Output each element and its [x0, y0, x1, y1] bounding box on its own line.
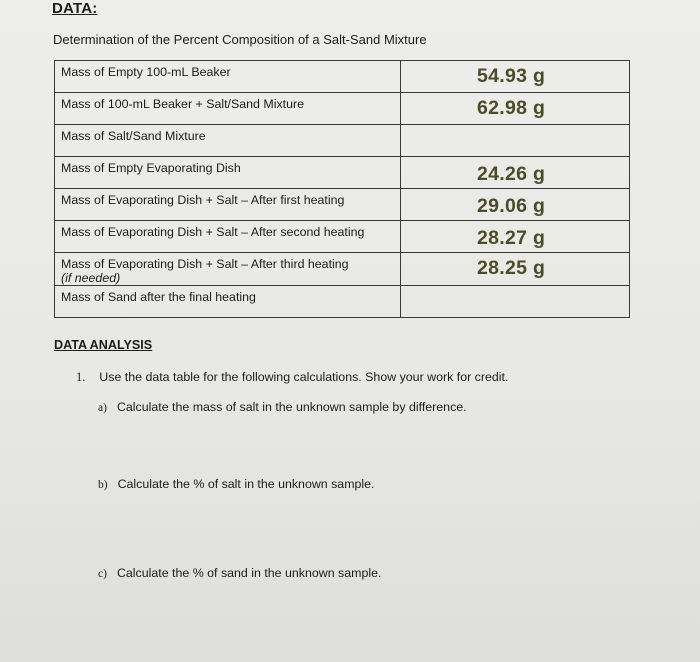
row-value-cell	[401, 125, 630, 157]
question-1	[76, 370, 508, 385]
table-row	[55, 221, 630, 253]
row-value-cell	[401, 286, 630, 318]
row-value-cell	[401, 61, 630, 93]
table-row	[55, 93, 630, 125]
question-part-b	[98, 477, 375, 491]
row-value-cell	[401, 253, 630, 286]
table-row	[55, 253, 630, 286]
table-row	[55, 189, 630, 221]
table-row	[55, 286, 630, 318]
table-title: Determination of the Percent Composition of a Salt-Sand Mixture	[53, 32, 427, 47]
row-label	[55, 253, 401, 286]
row-value: 54.93 g	[477, 65, 546, 87]
row-value-cell	[401, 157, 630, 189]
row-value: 24.26 g	[477, 163, 546, 185]
analysis-heading: DATA ANALYSIS	[54, 338, 153, 352]
data-heading: DATA:	[52, 0, 98, 17]
row-label-text: Mass of Evaporating Dish + Salt – After third heating	[61, 257, 349, 271]
row-value: 62.98 g	[477, 97, 546, 119]
question-number: 1.	[76, 370, 86, 384]
data-table	[54, 60, 630, 318]
row-value-cell	[401, 93, 630, 125]
row-label: Mass of Sand after the final heating	[55, 286, 401, 318]
row-label: Mass of Evaporating Dish + Salt – After first heating	[55, 189, 401, 221]
row-label: Mass of Empty Evaporating Dish	[55, 157, 401, 189]
row-label: Mass of 100-mL Beaker + Salt/Sand Mixture	[55, 93, 401, 125]
row-label: Mass of Salt/Sand Mixture	[55, 125, 401, 157]
part-letter: c)	[98, 568, 107, 580]
question-part-c	[98, 566, 381, 580]
row-note: (if needed)	[61, 271, 121, 285]
row-value: 28.27 g	[477, 227, 546, 249]
row-value-cell	[401, 221, 630, 253]
question-text: Use the data table for the following calculations. Show your work for credit.	[99, 370, 509, 384]
part-text: Calculate the % of sand in the unknown sample.	[116, 566, 382, 580]
part-text: Calculate the mass of salt in the unknown sample by difference.	[116, 400, 467, 414]
part-text: Calculate the % of salt in the unknown sample.	[117, 477, 375, 491]
row-value-cell	[401, 189, 630, 221]
table-row	[55, 157, 630, 189]
table-row	[55, 125, 630, 157]
part-letter: a)	[98, 402, 107, 414]
table-row	[55, 61, 630, 93]
part-letter: b)	[98, 479, 108, 491]
row-label: Mass of Empty 100-mL Beaker	[55, 61, 401, 93]
question-part-a	[98, 400, 467, 414]
row-label: Mass of Evaporating Dish + Salt – After second heating	[55, 221, 401, 253]
row-value: 29.06 g	[477, 195, 546, 217]
row-value: 28.25 g	[477, 257, 546, 279]
